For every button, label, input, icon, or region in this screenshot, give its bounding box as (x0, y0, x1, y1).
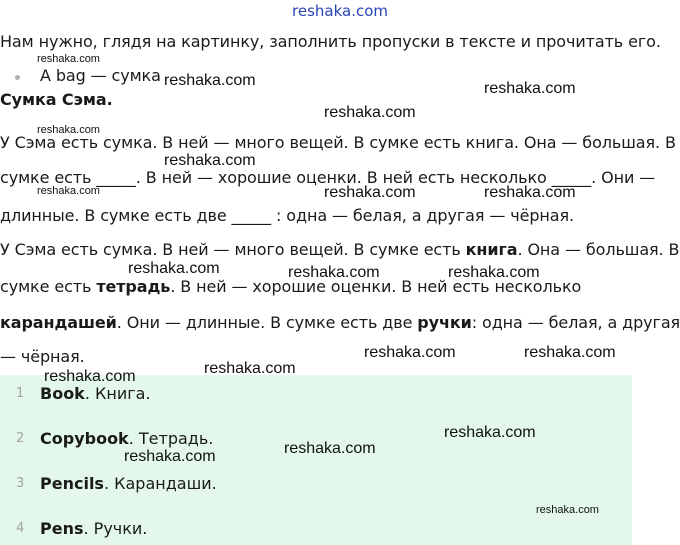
watermark: reshaka.com (324, 104, 416, 121)
answer-word: Pens (40, 519, 84, 538)
watermark: reshaka.com (44, 368, 136, 385)
filled-text-part: сумке есть (0, 277, 97, 296)
task-instruction: Нам нужно, глядя на картинку, заполнить пропуски в тексте и прочитать его. (0, 32, 661, 51)
watermark: reshaka.com (444, 424, 536, 441)
filled-text-part: . Они — длинные. В сумке есть две (116, 313, 418, 332)
bullet-item: A bag — сумка (40, 66, 161, 85)
answer-translation: . Тетрадь. (128, 429, 214, 448)
filled-text-part: : одна — белая, а другая (471, 313, 680, 332)
filled-text-part: У Сэма есть сумка. В ней — много вещей. В сумке есть (0, 240, 466, 259)
answer-translation: . Карандаши. (103, 474, 217, 493)
answer-translation: . Книга. (84, 384, 151, 403)
answer-word: Pencils (40, 474, 104, 493)
filled-text-part: . Она — большая. В (517, 240, 680, 259)
gap-text-line-3: длинные. В сумке есть две _____ : одна — белая, а другая — чёрная. (0, 206, 574, 225)
answer-translation: . Ручки. (83, 519, 148, 538)
answer-item (40, 384, 151, 403)
watermark: reshaka.com (484, 80, 576, 97)
gap-text-line-2: сумке есть _____. В ней — хорошие оценки. В ней есть несколько _____. Они — (0, 168, 656, 187)
filled-word-book: книга (465, 240, 518, 259)
answer-number: 4 (16, 521, 25, 536)
section-title-text: Сумка Сэма (0, 90, 107, 109)
filled-word-pencils: карандашей (0, 313, 117, 332)
answer-number: 3 (16, 476, 25, 491)
filled-text-part: . В ней — хорошие оценки. В ней есть несколько (170, 277, 582, 296)
watermark: reshaka.com (164, 72, 256, 89)
watermark: reshaka.com (128, 260, 220, 277)
watermark: reshaka.com (204, 360, 296, 377)
filled-text-line-3 (0, 313, 680, 332)
site-header-link[interactable]: reshaka.com (292, 2, 388, 20)
watermark: reshaka.com (324, 184, 416, 201)
watermark: reshaka.com (37, 53, 100, 65)
watermark: reshaka.com (37, 124, 100, 136)
watermark: reshaka.com (484, 184, 576, 201)
watermark: reshaka.com (164, 152, 256, 169)
filled-text-line-1 (0, 240, 679, 259)
answers-box (0, 375, 632, 545)
section-title-dot: . (106, 90, 113, 109)
section-title (0, 90, 113, 109)
answer-word: Book (40, 384, 85, 403)
watermark: reshaka.com (284, 440, 376, 457)
answer-item (40, 474, 217, 493)
filled-word-copybook: тетрадь (96, 277, 171, 296)
watermark: reshaka.com (364, 344, 456, 361)
filled-text-line-4: — чёрная. (0, 347, 85, 366)
watermark: reshaka.com (288, 264, 380, 281)
answer-number: 2 (16, 431, 25, 446)
watermark: reshaka.com (524, 344, 616, 361)
bullet-dot (15, 75, 20, 80)
gap-text-line-1: У Сэма есть сумка. В ней — много вещей. В сумке есть книга. Она — большая. В (0, 133, 676, 152)
answer-number: 1 (16, 386, 25, 401)
answer-word: Copybook (40, 429, 129, 448)
watermark: reshaka.com (536, 504, 599, 516)
watermark: reshaka.com (37, 185, 100, 197)
answer-item (40, 429, 213, 448)
answer-item (40, 519, 147, 538)
filled-word-pens: ручки (417, 313, 472, 332)
watermark: reshaka.com (448, 264, 540, 281)
watermark: reshaka.com (124, 448, 216, 465)
